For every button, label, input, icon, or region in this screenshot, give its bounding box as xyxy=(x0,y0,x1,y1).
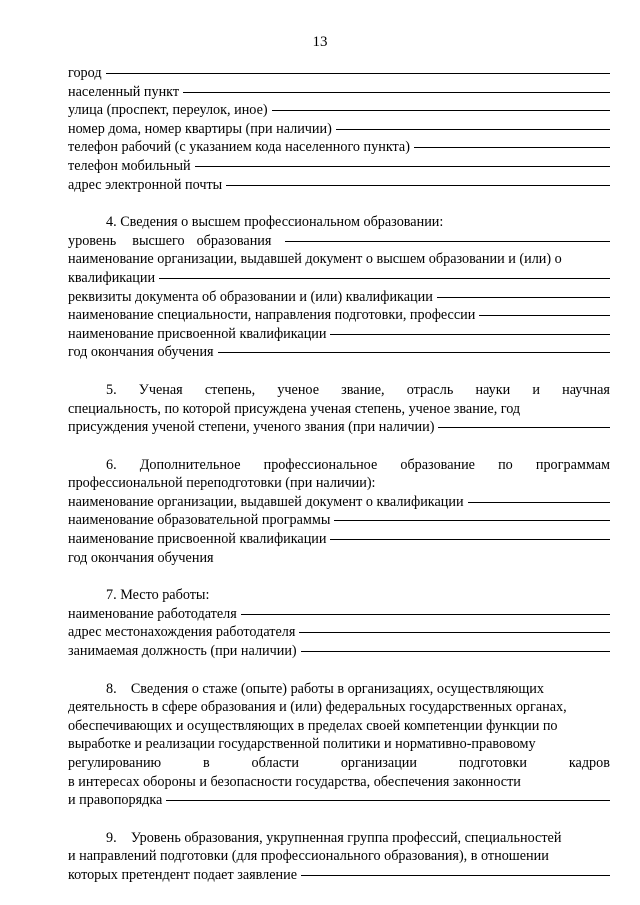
s5-word: научная xyxy=(562,381,610,398)
additional-org-blank[interactable] xyxy=(468,502,610,503)
s8-word: организации xyxy=(340,755,417,771)
s5-line-2: специальность, по которой присуждена ученая степень, ученое звание, год xyxy=(68,400,521,417)
street-label: улица (проспект, переулок, иное) xyxy=(68,102,268,119)
education-level-blank[interactable] xyxy=(285,241,610,242)
s5-word: степень, xyxy=(204,381,256,398)
graduation-year-label: год окончания обучения xyxy=(68,344,214,361)
form-content xyxy=(68,64,610,885)
graduation-year-blank[interactable] xyxy=(218,352,610,353)
s5-word: и xyxy=(532,381,540,398)
city-label: город xyxy=(68,65,102,81)
s6-word: Дополнительное xyxy=(139,456,241,473)
program-label: наименование образовательной программы xyxy=(68,512,331,529)
application-scope-blank[interactable] xyxy=(301,875,610,876)
mobile-phone-label: телефон мобильный xyxy=(68,157,191,174)
position-blank[interactable] xyxy=(301,651,610,652)
city-blank[interactable] xyxy=(106,73,610,74)
s6-line-2: профессиональной переподготовки (при наличии): xyxy=(68,475,376,492)
experience-field xyxy=(68,791,610,810)
employer-field xyxy=(68,605,610,624)
settlement-label: населенный пункт xyxy=(68,83,180,100)
position-label: занимаемая должность (при наличии) xyxy=(68,643,297,660)
s5-word: отрасль xyxy=(406,381,454,398)
s8-line-7: и правопорядка xyxy=(68,792,163,809)
education-level-word-2: высшего xyxy=(132,232,185,249)
work-phone-blank[interactable] xyxy=(414,147,610,148)
s6-word: по xyxy=(498,456,513,473)
work-phone-label: телефон рабочий (с указанием кода населенного пункта) xyxy=(68,139,410,156)
section-5-line-1 xyxy=(68,381,610,400)
s5-word: ученое xyxy=(277,381,319,398)
section-4-heading xyxy=(68,213,610,232)
section-9-line-1 xyxy=(68,829,610,848)
s6-word: программам xyxy=(535,456,610,473)
requisites-blank[interactable] xyxy=(437,297,610,298)
s9-line-2: и направлений подготовки (для профессионального образования), в отношении xyxy=(68,848,549,865)
specialty-label: наименование специальности, направления подготовки, профессии xyxy=(68,307,476,324)
employer-blank[interactable] xyxy=(241,614,610,615)
section-8-line-4 xyxy=(68,735,610,754)
requisites-field xyxy=(68,288,610,307)
s5-word: науки xyxy=(475,381,511,398)
s8-line-2: деятельность в сфере образования и (или) федеральных государственных органах, xyxy=(68,699,567,716)
section-8-line-5 xyxy=(68,754,610,773)
s8-line-4: выработке и реализации государственной политики и нормативно-правовому xyxy=(68,736,536,753)
email-blank[interactable] xyxy=(226,185,610,186)
academic-degree-blank[interactable] xyxy=(438,427,610,428)
section-8-line-2 xyxy=(68,698,610,717)
city-field xyxy=(68,64,610,83)
s5-line-3: присуждения ученой степени, ученого звания (при наличии) xyxy=(68,419,435,436)
s6-word: профессиональное xyxy=(263,456,378,473)
additional-qualification-field xyxy=(68,530,610,549)
section-6-line-1 xyxy=(68,456,610,475)
house-field xyxy=(68,120,610,139)
street-field xyxy=(68,101,610,120)
section-6-line-2 xyxy=(68,474,610,493)
program-blank[interactable] xyxy=(334,520,610,521)
experience-blank[interactable] xyxy=(166,800,610,801)
house-label: номер дома, номер квартиры (при наличии) xyxy=(68,120,332,137)
qualification-label: наименование присвоенной квалификации xyxy=(68,325,327,342)
s8-line-6: в интересах обороны и безопасности государства, обеспечения законности xyxy=(68,773,521,790)
s8-line-1: 8. Сведения о стаже (опыте) работы в организациях, осуществляющих xyxy=(106,680,544,697)
s5-word: звание, xyxy=(341,381,385,398)
section-8-line-1 xyxy=(68,680,610,699)
additional-qualification-blank[interactable] xyxy=(330,539,610,540)
s6-word: 6. xyxy=(106,456,117,473)
s8-word: регулированию xyxy=(68,755,162,771)
mobile-phone-field xyxy=(68,157,610,176)
requisites-label: реквизиты документа об образовании и (или) квалификации xyxy=(68,288,433,305)
additional-year-label: год окончания обучения xyxy=(68,549,214,566)
additional-org-field xyxy=(68,493,610,512)
s5-word: 5. xyxy=(106,381,117,398)
employer-address-field xyxy=(68,623,610,642)
employer-address-label: адрес местонахождения работодателя xyxy=(68,624,296,641)
s8-word: подготовки xyxy=(458,755,527,771)
s9-line-3: которых претендент подает заявление xyxy=(68,866,298,883)
education-org-label-2: квалификации xyxy=(68,269,156,286)
settlement-blank[interactable] xyxy=(183,92,610,93)
s8-word: области xyxy=(251,755,299,771)
education-org-line-1 xyxy=(68,250,610,269)
education-level-word-1: уровень xyxy=(68,232,117,249)
s8-word: в xyxy=(202,755,210,771)
academic-degree-field xyxy=(68,418,610,437)
position-field xyxy=(68,642,610,661)
s6-word: образование xyxy=(400,456,475,473)
mobile-phone-blank[interactable] xyxy=(195,166,610,167)
graduation-year-field xyxy=(68,343,610,362)
qualification-blank[interactable] xyxy=(330,334,610,335)
application-scope-field xyxy=(68,866,610,885)
specialty-field xyxy=(68,306,610,325)
section-8-line-6 xyxy=(68,773,610,792)
email-label: адрес электронной почты xyxy=(68,176,223,193)
program-field xyxy=(68,511,610,530)
additional-year-field xyxy=(68,549,610,568)
page-number: 13 xyxy=(312,34,328,50)
s8-word: кадров xyxy=(568,755,610,771)
section-7-title: 7. Место работы: xyxy=(106,587,210,604)
s9-line-1: 9. Уровень образования, укрупненная группа профессий, специальностей xyxy=(106,829,562,846)
s5-word: Ученая xyxy=(138,381,183,398)
street-blank[interactable] xyxy=(272,110,610,111)
s8-line-3: обеспечивающих и осуществляющих в пределах своей компетенции функции по xyxy=(68,717,558,734)
qualification-field xyxy=(68,325,610,344)
section-7-heading xyxy=(68,586,610,605)
email-field xyxy=(68,176,610,195)
section-8-line-3 xyxy=(68,717,610,736)
additional-qualification-label: наименование присвоенной квалификации xyxy=(68,531,327,548)
section-5-line-2 xyxy=(68,400,610,419)
settlement-field xyxy=(68,83,610,102)
education-level-word-3: образования xyxy=(196,232,272,249)
education-org-field xyxy=(68,269,610,288)
work-phone-field xyxy=(68,138,610,157)
section-9-line-2 xyxy=(68,847,610,866)
section-4-title: 4. Сведения о высшем профессиональном образовании: xyxy=(106,214,444,231)
employer-label: наименование работодателя xyxy=(68,605,237,622)
specialty-blank[interactable] xyxy=(479,315,610,316)
additional-org-label: наименование организации, выдавшей документ о квалификации xyxy=(68,493,464,510)
education-org-label-1: наименование организации, выдавшей документ о высшем образовании и (или) о xyxy=(68,251,562,268)
education-org-blank[interactable] xyxy=(159,278,610,279)
house-blank[interactable] xyxy=(336,129,610,130)
employer-address-blank[interactable] xyxy=(299,632,610,633)
education-level-field xyxy=(68,232,610,251)
